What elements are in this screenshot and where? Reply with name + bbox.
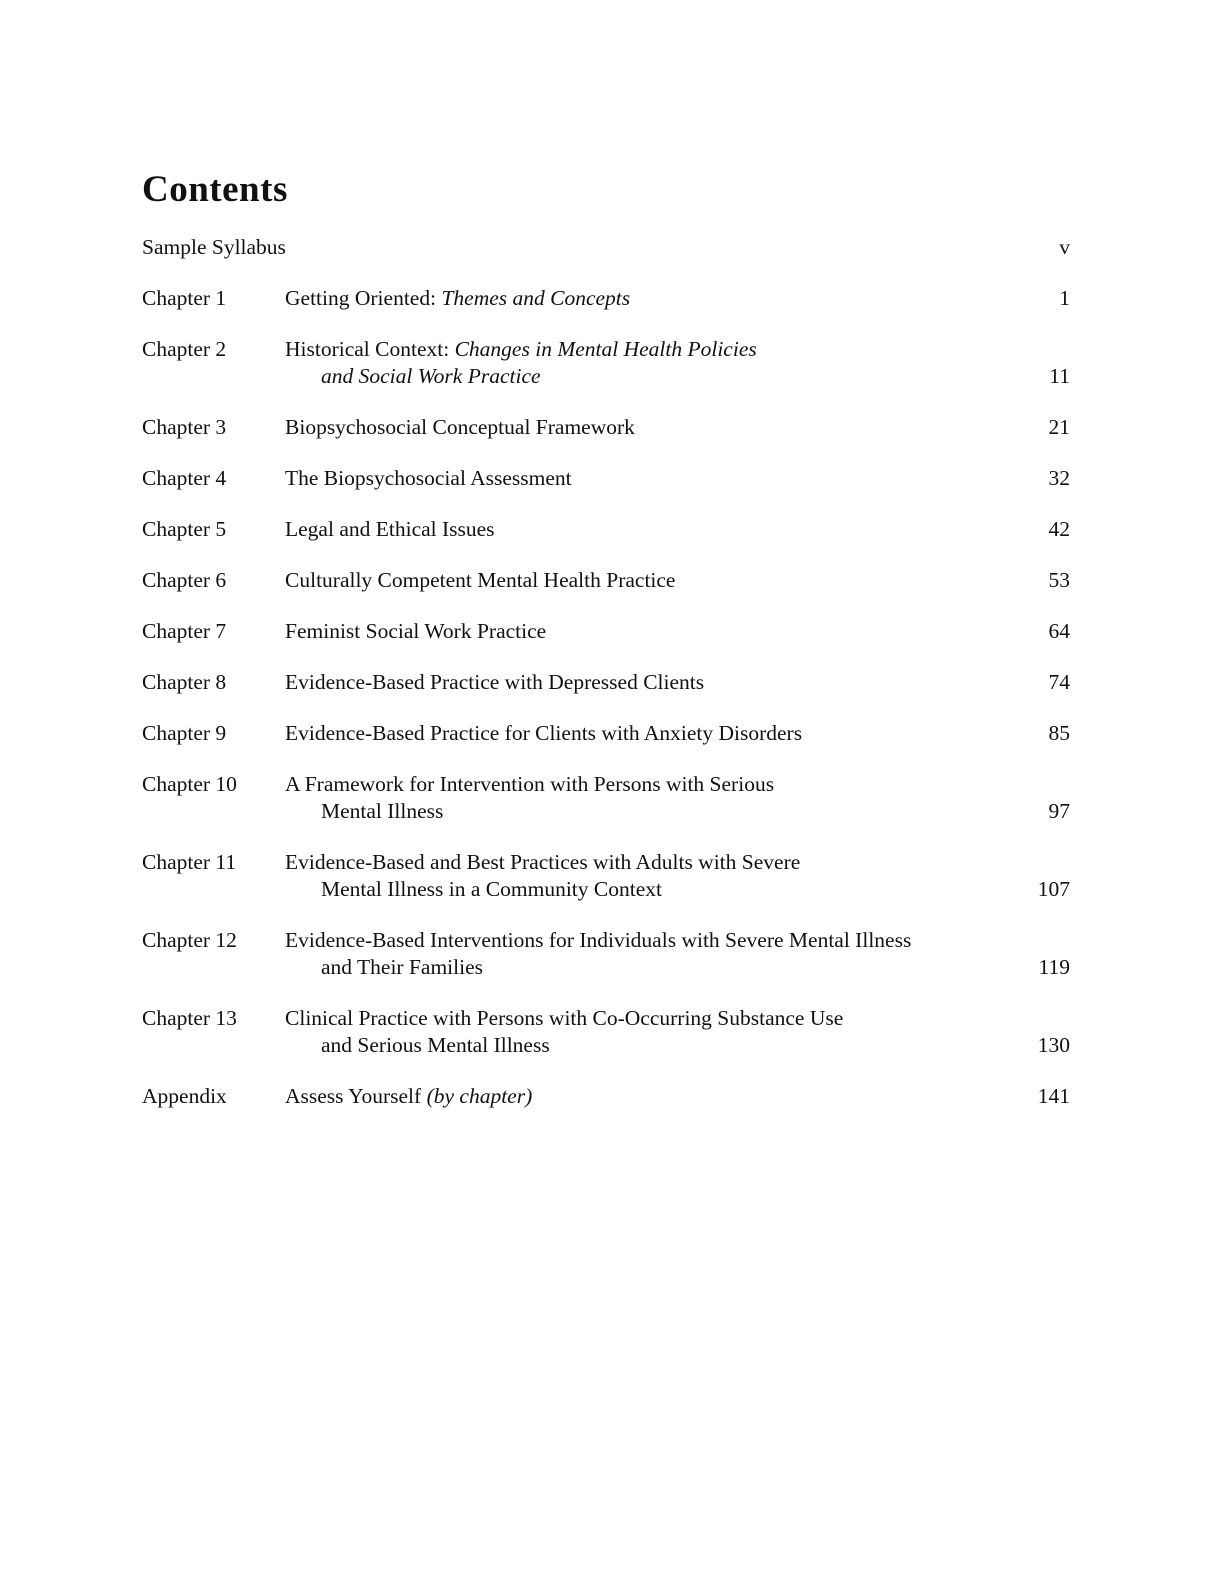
toc-chapter-title <box>285 927 990 981</box>
toc-page-number: 85 <box>1048 721 1070 745</box>
toc-page-number: 53 <box>1048 568 1070 592</box>
toc-title-italic: (by chapter) <box>426 1084 533 1108</box>
toc-chapter-label: Chapter 4 <box>142 466 227 490</box>
toc-row[interactable] <box>142 849 1070 903</box>
toc-title-text: Evidence-Based Practice for Clients with Anxiety Disorders <box>285 721 803 745</box>
toc-page-number: v <box>1059 235 1070 259</box>
toc-page-number: 119 <box>1038 955 1070 979</box>
toc-title-line <box>285 927 990 954</box>
toc-title-text: Assess Yourself <box>285 1084 427 1108</box>
toc-title-line <box>285 567 990 594</box>
toc-page-number: 130 <box>1037 1033 1070 1057</box>
toc-chapter-label: Chapter 3 <box>142 415 227 439</box>
toc-title-continuation: and Their Families <box>321 955 484 979</box>
toc-page-number: 11 <box>1049 364 1070 388</box>
toc-title-line <box>285 618 990 645</box>
toc-page-number: 21 <box>1048 415 1070 439</box>
toc-title-text: Evidence-Based Practice with Depressed Clients <box>285 670 705 694</box>
toc-page-number: 141 <box>1037 1084 1070 1108</box>
toc-title-italic: Themes and Concepts <box>441 286 631 310</box>
toc-title-italic: and Social Work Practice <box>321 364 541 388</box>
toc-title-line <box>285 1005 990 1032</box>
toc-row[interactable] <box>142 285 1070 312</box>
toc-title-text: A Framework for Intervention with Persons with Serious <box>285 772 775 796</box>
toc-row[interactable] <box>142 1005 1070 1059</box>
toc-page-number: 32 <box>1048 466 1070 490</box>
toc-chapter-title <box>285 618 990 645</box>
toc-page-number: 42 <box>1048 517 1070 541</box>
toc-entries <box>142 285 1070 1110</box>
toc-title-text: Evidence-Based and Best Practices with Adults with Severe <box>285 850 801 874</box>
toc-title-line <box>285 669 990 696</box>
toc-chapter-label: Chapter 2 <box>142 337 227 361</box>
toc-chapter-label: Chapter 7 <box>142 619 227 643</box>
toc-chapter-title <box>285 669 990 696</box>
toc-row[interactable] <box>142 1083 1070 1110</box>
toc-title-text: Historical Context: <box>285 337 455 361</box>
toc-title-line <box>285 720 990 747</box>
toc-chapter-title <box>285 771 990 825</box>
toc-chapter-label: Chapter 11 <box>142 850 237 874</box>
toc-chapter-label: Chapter 6 <box>142 568 227 592</box>
toc-chapter-title <box>285 465 990 492</box>
toc-title-line <box>285 516 990 543</box>
toc-chapter-label: Chapter 5 <box>142 517 227 541</box>
toc-row[interactable] <box>142 516 1070 543</box>
toc-title-line <box>285 465 990 492</box>
toc-title-line <box>285 849 990 876</box>
toc-row[interactable] <box>142 771 1070 825</box>
toc-title-continuation: Mental Illness in a Community Context <box>321 877 662 901</box>
toc-chapter-label: Chapter 9 <box>142 721 227 745</box>
toc-row[interactable] <box>142 336 1070 390</box>
toc-row[interactable] <box>142 465 1070 492</box>
toc-chapter-title <box>285 567 990 594</box>
toc-chapter-title <box>285 720 990 747</box>
toc-title-italic: Changes in Mental Health Policies <box>454 337 757 361</box>
toc-page-number: 1 <box>1059 286 1070 310</box>
toc-row[interactable] <box>142 669 1070 696</box>
toc-title-text: Culturally Competent Mental Health Practice <box>285 568 676 592</box>
toc-chapter-label: Chapter 1 <box>142 286 227 310</box>
toc-chapter-title <box>285 285 990 312</box>
toc-title-line <box>285 285 990 312</box>
toc-title-text: Getting Oriented: <box>285 286 442 310</box>
toc-chapter-label: Chapter 8 <box>142 670 227 694</box>
toc-chapter-label: Chapter 10 <box>142 772 237 796</box>
toc-title-line <box>285 1083 990 1110</box>
toc-title-text: Feminist Social Work Practice <box>285 619 547 643</box>
toc-row[interactable] <box>142 720 1070 747</box>
toc-title-continuation: and Serious Mental Illness <box>321 1033 550 1057</box>
toc-row[interactable] <box>142 414 1070 441</box>
toc-title-continuation <box>285 363 990 390</box>
toc-row[interactable] <box>142 618 1070 645</box>
toc-chapter-label: Chapter 12 <box>142 928 237 952</box>
toc-chapter-title <box>285 1083 990 1110</box>
toc-row[interactable] <box>142 927 1070 981</box>
toc-entry-title: Sample Syllabus <box>142 235 286 259</box>
toc-chapter-label: Appendix <box>142 1084 227 1108</box>
toc-chapter-title <box>285 516 990 543</box>
toc-title-text: Biopsychosocial Conceptual Framework <box>285 415 635 439</box>
toc-row[interactable] <box>142 567 1070 594</box>
toc-title-continuation: Mental Illness <box>321 799 444 823</box>
toc-chapter-title <box>285 414 990 441</box>
toc-page-number: 64 <box>1048 619 1070 643</box>
toc-page-number: 107 <box>1037 877 1070 901</box>
toc-row-front-matter[interactable] <box>142 234 1070 261</box>
toc-title-line <box>285 336 990 363</box>
table-of-contents <box>142 234 1070 1134</box>
toc-page-number: 97 <box>1048 799 1070 823</box>
toc-title-text: Clinical Practice with Persons with Co-Occurring Substance Use <box>285 1006 844 1030</box>
toc-title-line <box>285 414 990 441</box>
toc-title-line <box>285 771 990 798</box>
toc-chapter-title <box>285 1005 990 1059</box>
toc-page-number: 74 <box>1048 670 1070 694</box>
toc-chapter-label: Chapter 13 <box>142 1006 237 1030</box>
page-title: Contents <box>142 169 288 210</box>
toc-title-text: Evidence-Based Interventions for Individuals with Severe Mental Illness <box>285 928 912 952</box>
toc-title-text: Legal and Ethical Issues <box>285 517 495 541</box>
toc-title-text: The Biopsychosocial Assessment <box>285 466 572 490</box>
toc-chapter-title <box>285 849 990 903</box>
toc-chapter-title <box>285 336 990 390</box>
